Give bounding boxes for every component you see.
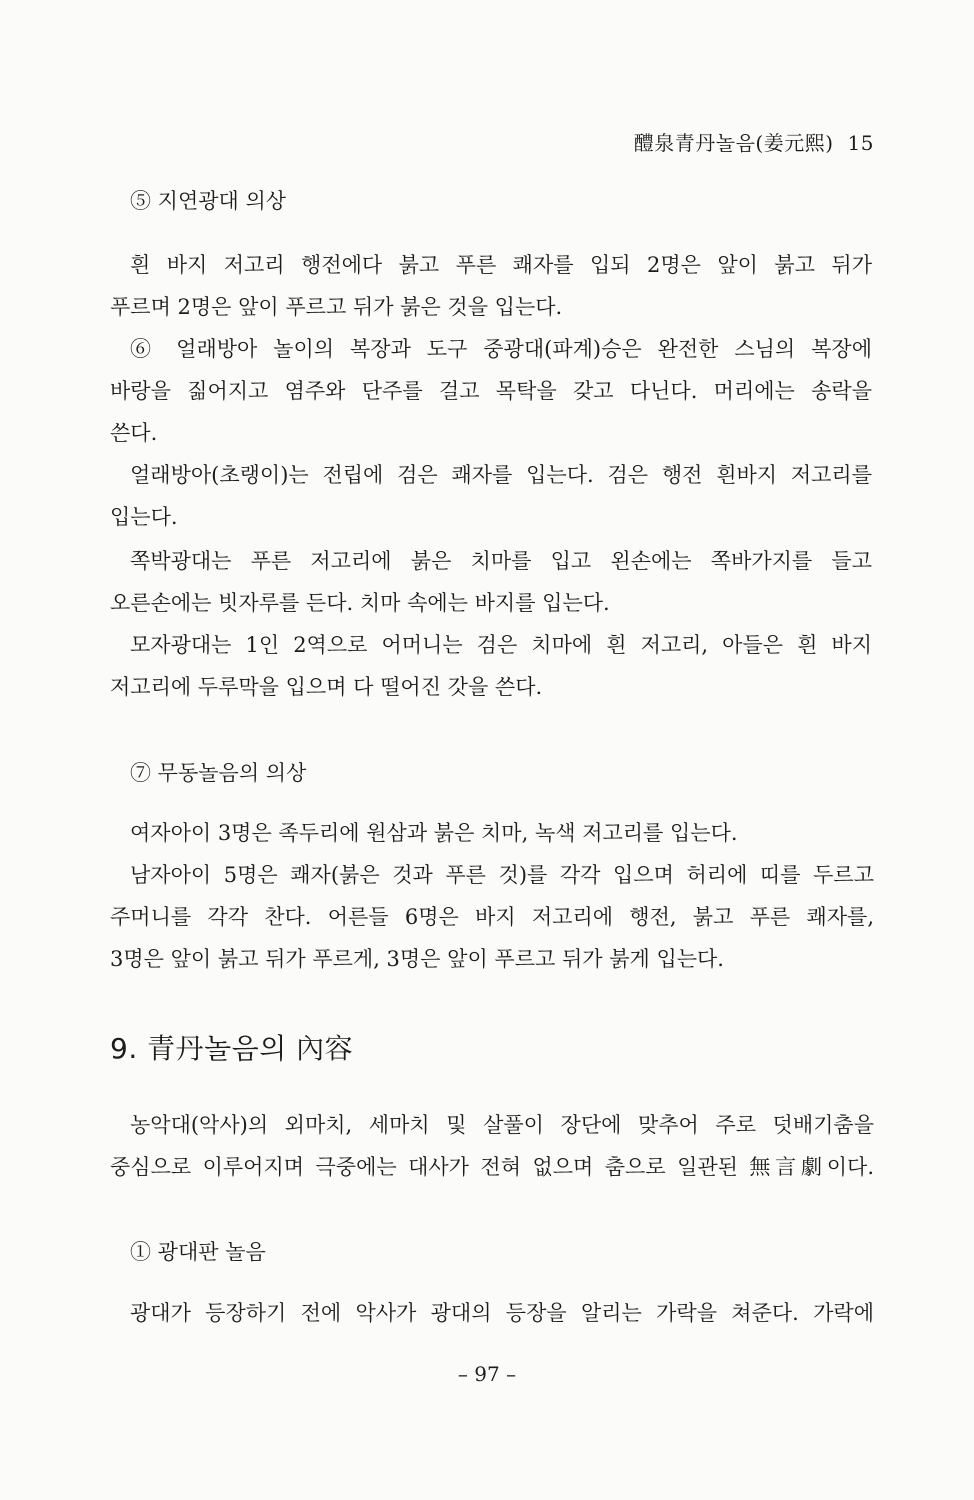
header-page-number: 15 bbox=[847, 131, 874, 155]
paragraph-line: 주머니를 각각 찬다. 어른들 6명은 바지 저고리에 행전, 붉고 푸른 쾌자를, bbox=[110, 905, 874, 929]
paragraph-line: 농악대(악사)의 외마치, 세마치 및 살풀이 장단에 맞추어 주로 덧배기춤을 bbox=[130, 1113, 874, 1137]
paragraph-line: 푸르며 2명은 앞이 푸르고 뒤가 붉은 것을 입는다. bbox=[110, 295, 563, 319]
subheading-7: ⑦ 무동놀음의 의상 bbox=[130, 761, 307, 785]
chapter-heading: 9. 青丹놀음의 內容 bbox=[110, 1032, 354, 1065]
paragraph-line: 입는다. bbox=[110, 505, 178, 529]
paragraph-line: 중심으로 이루어지며 극중에는 대사가 전혀 없으며 춤으로 일관된 無言劇이다. bbox=[110, 1155, 874, 1179]
subheading-1: ① 광대판 놀음 bbox=[130, 1240, 266, 1264]
paragraph-line: 여자아이 3명은 족두리에 원삼과 붉은 치마, 녹색 저고리를 입는다. bbox=[130, 821, 738, 845]
paragraph-line: ⑥ 얼래방아 놀이의 복장과 도구 중광대(파계)승은 완전한 스님의 복장에 bbox=[130, 337, 872, 361]
paragraph-line: 광대가 등장하기 전에 악사가 광대의 등장을 알리는 가락을 쳐준다. 가락에 bbox=[130, 1301, 874, 1325]
paragraph-line: 쓴다. bbox=[110, 421, 158, 445]
paragraph-line: 바랑을 짊어지고 염주와 단주를 걸고 목탁을 갖고 다닌다. 머리에는 송락을 bbox=[110, 379, 872, 403]
paragraph-line: 남자아이 5명은 쾌자(붉은 것과 푸른 것)를 각각 입으며 허리에 띠를 두르고 bbox=[130, 863, 874, 887]
paragraph-line: 오른손에는 빗자루를 든다. 치마 속에는 바지를 입는다. bbox=[110, 591, 610, 615]
paragraph-line: 모자광대는 1인 2역으로 어머니는 검은 치마에 흰 저고리, 아들은 흰 바지 bbox=[130, 633, 872, 657]
running-header bbox=[634, 127, 874, 156]
paragraph-line: 흰 바지 저고리 행전에다 붉고 푸른 쾌자를 입되 2명은 앞이 붉고 뒤가 bbox=[130, 253, 872, 277]
paragraph-line: 쪽박광대는 푸른 저고리에 붉은 치마를 입고 왼손에는 쪽바가지를 들고 bbox=[130, 549, 872, 573]
paragraph-line: 저고리에 두루막을 입으며 다 떨어진 갓을 쓴다. bbox=[110, 675, 543, 699]
footer-page-number: – 97 – bbox=[457, 1362, 517, 1386]
subheading-5: ⑤ 지연광대 의상 bbox=[130, 189, 287, 213]
running-title: 醴泉青丹놀음(姜元熙) bbox=[633, 131, 834, 155]
paragraph-line: 3명은 앞이 붉고 뒤가 푸르게, 3명은 앞이 푸르고 뒤가 붉게 입는다. bbox=[110, 947, 724, 971]
paragraph-line: 얼래방아(초랭이)는 전립에 검은 쾌자를 입는다. 검은 행전 흰바지 저고리를 bbox=[130, 463, 872, 487]
